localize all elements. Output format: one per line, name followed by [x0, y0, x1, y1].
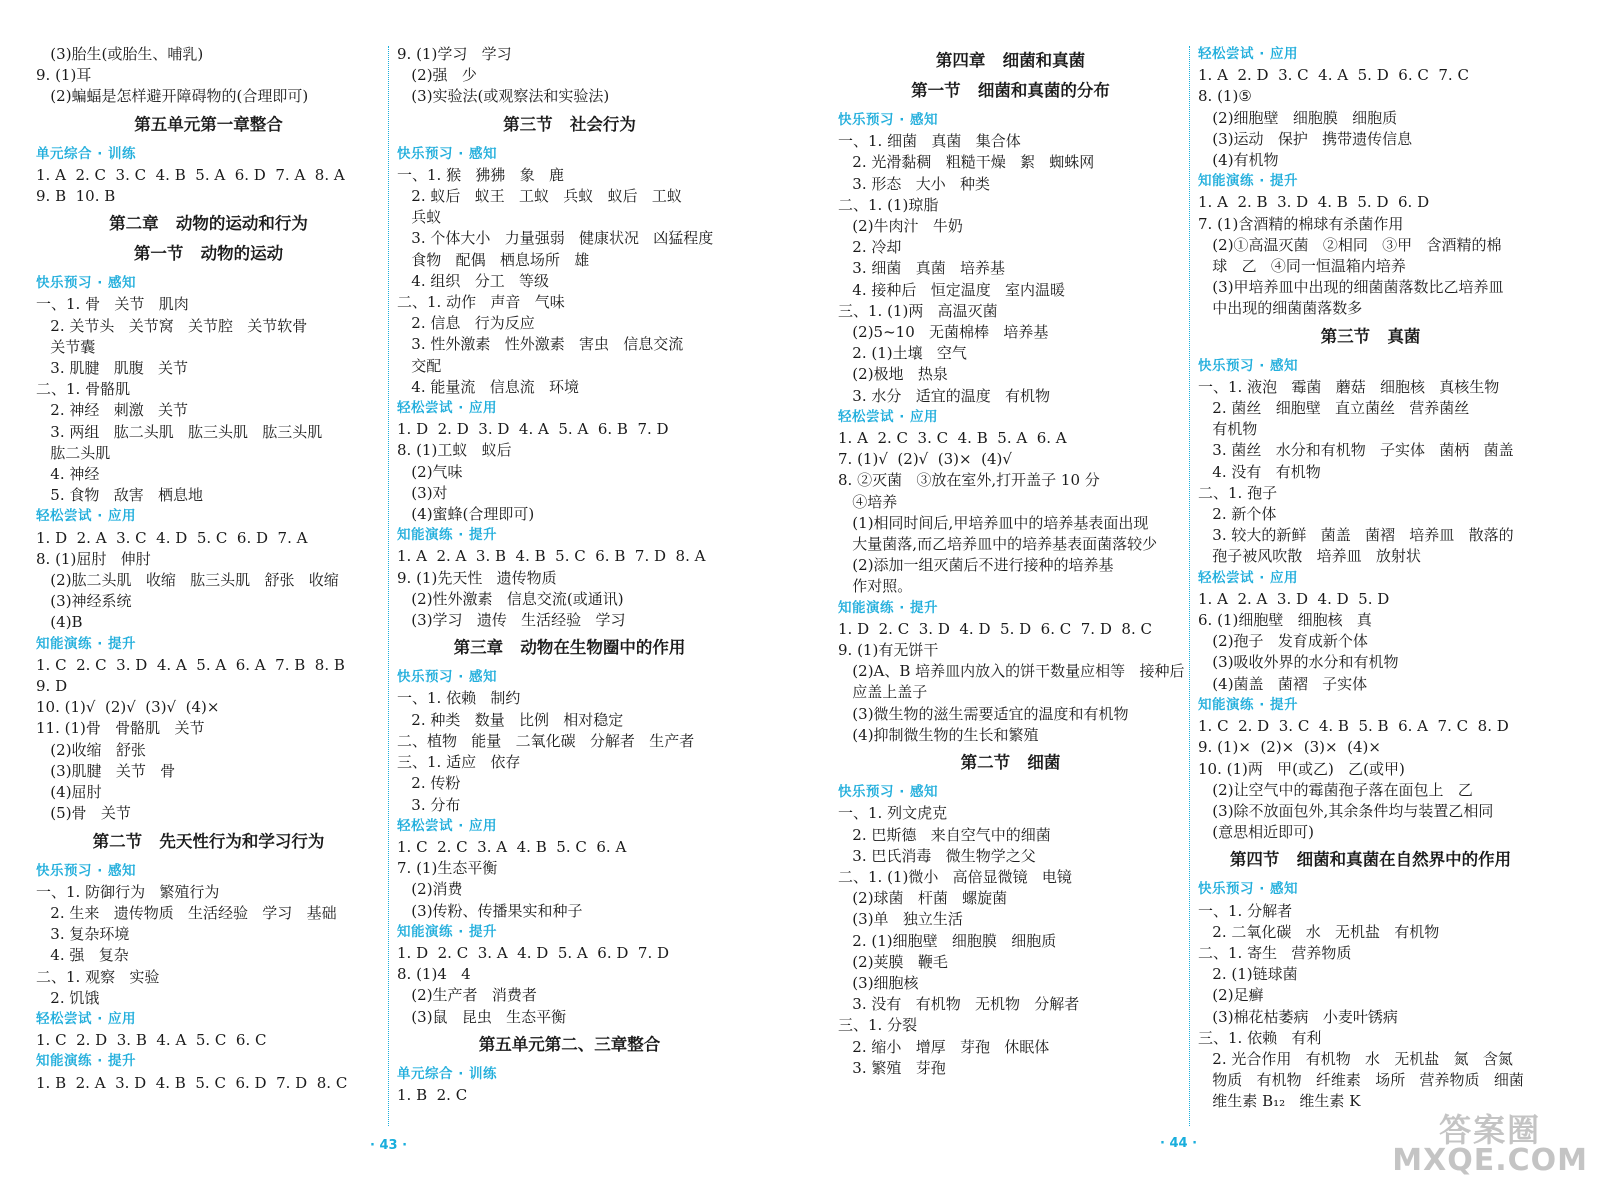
- subsection-label: 快乐预习 · 感知: [838, 112, 939, 128]
- section-heading: 第二节 细菌: [960, 753, 1061, 773]
- answer-line: 2. 传粉: [397, 774, 461, 793]
- subsection-label: 快乐预习 · 感知: [397, 669, 498, 686]
- answer-line: (4)屈肘: [36, 783, 102, 802]
- answer-line: 一、1. 细菌 真菌 集合体: [838, 132, 1021, 151]
- answer-line: 大量菌落,而乙培养皿中的培养基表面菌落较少: [838, 535, 1158, 554]
- answer-line: 2. 冷却: [838, 238, 902, 257]
- answer-line: 3. 性外激素 性外激素 害虫 信息交流: [397, 335, 684, 354]
- answer-line: 4. 能量流 信息流 环境: [397, 377, 579, 396]
- column-divider: [388, 46, 389, 1126]
- answer-line: 2. 巴斯德 来自空气中的细菌: [838, 825, 1051, 844]
- answer-line: 交配: [397, 356, 442, 375]
- answer-line: 2. 新个体: [1198, 505, 1277, 524]
- section-heading: 第三节 真菌: [1320, 326, 1421, 346]
- answer-line: ④培养: [838, 492, 898, 511]
- answer-line: 2. 饥饿: [36, 988, 100, 1007]
- subsection-label: 轻松尝试 · 应用: [1198, 569, 1299, 586]
- answer-line: 2. (1)链球菌: [1198, 965, 1298, 984]
- section-heading: 第二节 先天性行为和学习行为: [92, 831, 325, 851]
- subsection-label: 快乐预习 · 感知: [1198, 357, 1299, 374]
- answer-line: (3)除不放面包外,其余条件均与装置乙相同: [1198, 801, 1494, 820]
- answer-line: 1. D 2. A 3. C 4. D 5. C 6. D 7. A: [36, 528, 308, 547]
- answer-line: (4)B: [36, 613, 83, 632]
- answer-line: (2)足癣: [1198, 986, 1264, 1005]
- answer-line: 3. 较大的新鲜 菌盖 菌褶 培养皿 散落的: [1198, 526, 1514, 545]
- answer-line: 4. 神经: [36, 465, 100, 484]
- answer-line: (3)甲培养皿中出现的细菌菌落数比乙培养皿: [1198, 278, 1504, 297]
- answer-line: 4. 没有 有机物: [1198, 462, 1321, 481]
- subsection-label: 知能演练 · 提升: [397, 923, 498, 940]
- answer-line: (3)实验法(或观察法和实验法): [397, 87, 610, 106]
- subsection-label: 快乐预习 · 感知: [1198, 881, 1299, 898]
- answer-line: (2)生产者 消费者: [397, 986, 537, 1005]
- answer-line: 二、1. 观察 实验: [36, 967, 160, 986]
- answer-line: 关节囊: [36, 337, 96, 356]
- answer-line: 9. B 10. B: [36, 187, 116, 206]
- answer-column-3: [838, 44, 1183, 1079]
- answer-line: 有机物: [1198, 420, 1258, 439]
- answer-line: 3. 分布: [397, 795, 461, 814]
- answer-line: 10. (1)√ (2)√ (3)√ (4)×: [36, 698, 220, 717]
- answer-line: 2. 信息 行为反应: [397, 314, 535, 333]
- watermark-text: 答案圈: [1439, 1111, 1542, 1149]
- answer-line: 一、1. 骨 关节 肌肉: [36, 295, 189, 314]
- subsection-label: 快乐预习 · 感知: [838, 784, 939, 801]
- answer-line: 1. C 2. D 3. B 4. A 5. C 6. C: [36, 1031, 267, 1050]
- answer-line: (3)吸收外界的水分和有机物: [1198, 653, 1399, 672]
- answer-line: 1. A 2. A 3. D 4. D 5. D: [1198, 589, 1390, 608]
- answer-line: (2)肱二头肌 收缩 肱三头肌 舒张 收缩: [36, 571, 339, 590]
- subsection-label: 轻松尝试 · 应用: [397, 400, 498, 417]
- subsection-label: 快乐预习 · 感知: [397, 145, 498, 162]
- answer-line: (4)蜜蜂(合理即可): [397, 505, 535, 524]
- answer-line: (2)孢子 发育成新个体: [1198, 632, 1368, 651]
- answer-line: (3)神经系统: [36, 592, 132, 611]
- subsection-label: 轻松尝试 · 应用: [397, 817, 498, 834]
- answer-line: 应盖上盖子: [838, 683, 928, 702]
- answer-line: 1. C 2. C 3. D 4. A 5. A 6. A 7. B 8. B: [36, 655, 345, 674]
- subsection-label: 知能演练 · 提升: [36, 1053, 137, 1070]
- answer-line: 维生素 B₁₂ 维生素 K: [1198, 1092, 1361, 1111]
- answer-line: 8. ②灭菌 ③放在室外,打开盖子 10 分: [838, 471, 1100, 490]
- section-heading: 第一节 细菌和真菌的分布: [911, 81, 1110, 100]
- answer-line: 作对照。: [838, 577, 913, 596]
- answer-line: 2. 蚁后 蚁王 工蚁 兵蚁 蚁后 工蚁: [397, 187, 682, 206]
- answer-line: 6. (1)细胞壁 细胞核 真: [1198, 611, 1372, 630]
- subsection-label: 知能演练 · 提升: [1198, 173, 1299, 190]
- answer-line: 1. D 2. D 3. D 4. A 5. A 6. B 7. D: [397, 420, 669, 439]
- answer-line: (5)骨 关节: [36, 804, 131, 823]
- answer-line: (2)荚膜 鞭毛: [838, 952, 948, 971]
- answer-line: 8. (1)⑤: [1198, 87, 1252, 106]
- answer-line: (2)球菌 杆菌 螺旋菌: [838, 889, 1008, 908]
- answer-line: 一、1. 依赖 制约: [397, 689, 521, 708]
- answer-line: (2)①高温灭菌 ②相同 ③甲 含酒精的棉: [1198, 235, 1502, 254]
- answer-line: 兵蚁: [397, 208, 442, 227]
- answer-line: (2)极地 热泉: [838, 365, 948, 384]
- answer-line: 2. 种类 数量 比例 相对稳定: [397, 710, 624, 729]
- answer-line: 二、1. 骨骼肌: [36, 380, 131, 399]
- answer-line: 1. A 2. D 3. C 4. A 5. D 6. C 7. C: [1198, 66, 1469, 85]
- answer-line: 2. 二氧化碳 水 无机盐 有机物: [1198, 922, 1440, 941]
- answer-line: 中出现的细菌菌落数多: [1198, 299, 1363, 318]
- subsection-label: 知能演练 · 提升: [36, 635, 137, 652]
- answer-line: 2. 光合作用 有机物 水 无机盐 氮 含氮: [1198, 1049, 1513, 1068]
- answer-line: (2)消费: [397, 880, 463, 899]
- answer-line: 三、1. 依赖 有利: [1198, 1028, 1322, 1047]
- answer-line: (2)收缩 舒张: [36, 740, 146, 759]
- answer-line: (4)菌盖 菌褶 子实体: [1198, 674, 1368, 693]
- answer-line: 9. (1)× (2)× (3)× (4)×: [1198, 738, 1381, 757]
- answer-line: (2)5~10 无菌棉棒 培养基: [838, 323, 1049, 342]
- answer-line: 二、1. 寄生 营养物质: [1198, 943, 1352, 962]
- answer-line: (1)相同时间后,甲培养皿中的培养基表面出现: [838, 513, 1149, 532]
- section-heading: 第五单元第二、三章整合: [478, 1034, 661, 1054]
- page-number-left: · 43 ·: [370, 1138, 408, 1153]
- answer-line: 二、1. 动作 声音 气味: [397, 293, 565, 312]
- subsection-label: 单元综合 · 训练: [36, 145, 137, 162]
- answer-line: 7. (1)生态平衡: [397, 859, 498, 878]
- answer-line: 3. 水分 适宜的温度 有机物: [838, 386, 1050, 405]
- subsection-label: 快乐预习 · 感知: [36, 275, 137, 292]
- answer-line: 9. (1)先天性 遗传物质: [397, 568, 557, 587]
- answer-line: (2)添加一组灭菌后不进行接种的培养基: [838, 556, 1114, 575]
- answer-line: 3. 形态 大小 种类: [838, 174, 990, 193]
- answer-line: (2)性外激素 信息交流(或通讯): [397, 589, 624, 608]
- answer-line: (3)肌腱 关节 骨: [36, 761, 176, 780]
- section-heading: 第四章 细菌和真菌: [935, 51, 1086, 70]
- answer-line: 8. (1)工蚁 蚁后: [397, 441, 512, 460]
- answer-line: (2)强 少: [397, 66, 477, 85]
- section-heading: 第一节 动物的运动: [133, 244, 284, 264]
- answer-line: (2)牛肉汁 牛奶: [838, 217, 963, 236]
- answer-line: 1. B 2. C: [397, 1085, 468, 1104]
- answer-line: 2. 菌丝 细胞壁 直立菌丝 营养菌丝: [1198, 399, 1470, 418]
- subsection-label: 单元综合 · 训练: [397, 1065, 498, 1082]
- answer-line: (意思相近即可): [1198, 823, 1315, 842]
- answer-line: 三、1. 分裂: [838, 1016, 918, 1035]
- section-heading: 第三节 社会行为: [503, 114, 636, 134]
- answer-line: 球 乙 ④同一恒温箱内培养: [1198, 257, 1406, 276]
- answer-line: (3)学习 遗传 生活经验 学习: [397, 611, 626, 630]
- answer-line: (3)运动 保护 携带遗传信息: [1198, 129, 1413, 148]
- answer-line: 5. 食物 敌害 栖息地: [36, 486, 203, 505]
- answer-line: (2)A、B 培养皿内放入的饼干数量应相等 接种后: [838, 662, 1185, 681]
- answer-line: 3. 细菌 真菌 培养基: [838, 259, 1005, 278]
- subsection-label: 轻松尝试 · 应用: [36, 1010, 137, 1027]
- answer-line: 2. 缩小 增厚 芽孢 休眠体: [838, 1037, 1050, 1056]
- answer-line: 4. 接种后 恒定温度 室内温暖: [838, 280, 1065, 299]
- answer-line: 1. C 2. C 3. A 4. B 5. C 6. A: [397, 837, 627, 856]
- answer-line: 食物 配偶 栖息场所 雄: [397, 250, 590, 269]
- answer-line: (3)单 独立生活: [838, 910, 963, 929]
- answer-line: 8. (1)屈肘 伸肘: [36, 549, 151, 568]
- answer-line: 三、1. 适应 依存: [397, 753, 521, 772]
- subsection-label: 知能演练 · 提升: [1198, 696, 1299, 713]
- answer-line: 2. 生来 遗传物质 生活经验 学习 基础: [36, 903, 337, 922]
- watermark-url: MXQE.COM: [1392, 1143, 1588, 1178]
- answer-line: 7. (1)含酒精的棉球有杀菌作用: [1198, 214, 1404, 233]
- answer-line: (3)胎生(或胎生、哺乳): [36, 45, 204, 63]
- answer-line: 11. (1)骨 骨骼肌 关节: [36, 719, 205, 738]
- answer-line: 10. (1)两 甲(或乙) 乙(或甲): [1198, 759, 1405, 778]
- answer-line: 2. (1)细胞壁 细胞膜 细胞质: [838, 931, 1057, 950]
- answer-line: (2)让空气中的霉菌孢子落在面包上 乙: [1198, 780, 1473, 799]
- answer-line: 3. 巴氏消毒 微生物学之父: [838, 846, 1036, 865]
- answer-line: 2. 神经 刺激 关节: [36, 401, 188, 420]
- answer-line: 1. A 2. C 3. C 4. B 5. A 6. D 7. A 8. A: [36, 165, 345, 184]
- answer-column-4: [1198, 44, 1543, 1113]
- section-heading: 第四节 细菌和真菌在自然界中的作用: [1229, 850, 1512, 870]
- answer-line: 3. 复杂环境: [36, 925, 130, 944]
- watermark-logo: [1392, 1111, 1588, 1178]
- answer-line: 9. (1)学习 学习: [397, 45, 512, 63]
- answer-line: 二、1. (1)琼脂: [838, 195, 939, 214]
- answer-line: 二、植物 能量 二氧化碳 分解者 生产者: [397, 731, 695, 750]
- answer-line: 3. 两组 肱二头肌 肱三头肌 肱三头肌: [36, 422, 323, 441]
- answer-column-2: [397, 44, 742, 1106]
- answer-line: 1. C 2. D 3. C 4. B 5. B 6. A 7. C 8. D: [1198, 717, 1509, 736]
- answer-line: (3)微生物的滋生需要适宜的温度和有机物: [838, 704, 1129, 723]
- answer-line: 7. (1)√ (2)√ (3)× (4)√: [838, 450, 1012, 469]
- answer-line: 3. 肌腱 肌腹 关节: [36, 359, 188, 378]
- section-heading: 第三章 动物在生物圈中的作用: [453, 638, 686, 658]
- answer-line: 9. (1)有无饼干: [838, 641, 939, 660]
- answer-line: 9. D: [36, 677, 68, 696]
- answer-line: 1. A 2. C 3. C 4. B 5. A 6. A: [838, 429, 1067, 448]
- section-heading: 第二章 动物的运动和行为: [109, 214, 308, 234]
- answer-line: (3)棉花枯萎病 小麦叶锈病: [1198, 1007, 1398, 1026]
- answer-line: (4)有机物: [1198, 151, 1279, 170]
- answer-line: 1. B 2. A 3. D 4. B 5. C 6. D 7. D 8. C: [36, 1073, 348, 1092]
- answer-line: 4. 组织 分工 等级: [397, 271, 549, 290]
- answer-line: 1. A 2. A 3. B 4. B 5. C 6. B 7. D 8. A: [397, 547, 706, 566]
- answer-line: 2. (1)土壤 空气: [838, 344, 967, 363]
- column-divider: [1189, 46, 1190, 1126]
- subsection-label: 轻松尝试 · 应用: [1198, 46, 1299, 62]
- answer-line: 肱二头肌: [36, 443, 111, 462]
- answer-line: (3)细胞核: [838, 973, 919, 992]
- subsection-label: 轻松尝试 · 应用: [36, 508, 137, 525]
- answer-column-1: [36, 44, 381, 1094]
- answer-line: 9. (1)耳: [36, 66, 92, 85]
- answer-line: 3. 没有 有机物 无机物 分解者: [838, 995, 1080, 1014]
- answer-line: (2)细胞壁 细胞膜 细胞质: [1198, 108, 1398, 127]
- subsection-label: 知能演练 · 提升: [838, 599, 939, 616]
- answer-line: 1. D 2. C 3. D 4. D 5. D 6. C 7. D 8. C: [838, 619, 1152, 638]
- answer-line: (3)传粉、传播果实和种子: [397, 901, 583, 920]
- answer-line: (2)气味: [397, 462, 463, 481]
- answer-line: 8. (1)4 4: [397, 965, 471, 984]
- answer-line: (3)鼠 昆虫 生态平衡: [397, 1007, 567, 1026]
- answer-line: (4)抑制微生物的生长和繁殖: [838, 725, 1039, 744]
- answer-line: 3. 菌丝 水分和有机物 子实体 菌柄 菌盖: [1198, 441, 1514, 460]
- subsection-label: 轻松尝试 · 应用: [838, 408, 939, 425]
- answer-line: 2. 关节头 关节窝 关节腔 关节软骨: [36, 316, 308, 335]
- answer-line: 3. 个体大小 力量强弱 健康状况 凶猛程度: [397, 229, 714, 248]
- answer-line: 孢子被风吹散 培养皿 放射状: [1198, 547, 1421, 566]
- answer-line: (2)蝙蝠是怎样避开障碍物的(合理即可): [36, 87, 309, 106]
- answer-line: 一、1. 猴 狒狒 象 鹿: [397, 165, 564, 184]
- answer-line: 二、1. 孢子: [1198, 483, 1278, 502]
- answer-line: 1. A 2. B 3. D 4. B 5. D 6. D: [1198, 193, 1430, 212]
- answer-line: 2. 光滑黏稠 粗糙干燥 絮 蜘蛛网: [838, 153, 1095, 172]
- answer-line: 1. D 2. C 3. A 4. D 5. A 6. D 7. D: [397, 943, 670, 962]
- subsection-label: 知能演练 · 提升: [397, 527, 498, 544]
- answer-line: 一、1. 液泡 霉菌 蘑菇 细胞核 真核生物: [1198, 377, 1500, 396]
- answer-line: 4. 强 复杂: [36, 946, 129, 965]
- page-number-right: · 44 ·: [1160, 1136, 1198, 1151]
- section-heading: 第五单元第一章整合: [134, 114, 283, 134]
- subsection-label: 快乐预习 · 感知: [36, 862, 137, 879]
- answer-line: 一、1. 列文虎克: [838, 804, 948, 823]
- answer-line: 一、1. 分解者: [1198, 901, 1293, 920]
- answer-line: 3. 繁殖 芽孢: [838, 1058, 946, 1077]
- answer-line: 二、1. (1)微小 高倍显微镜 电镜: [838, 867, 1072, 886]
- answer-line: 物质 有机物 纤维素 场所 营养物质 细菌: [1198, 1071, 1524, 1090]
- answer-line: 一、1. 防御行为 繁殖行为: [36, 882, 220, 901]
- answer-line: (3)对: [397, 483, 448, 502]
- answer-line: 三、1. (1)两 高温灭菌: [838, 301, 998, 320]
